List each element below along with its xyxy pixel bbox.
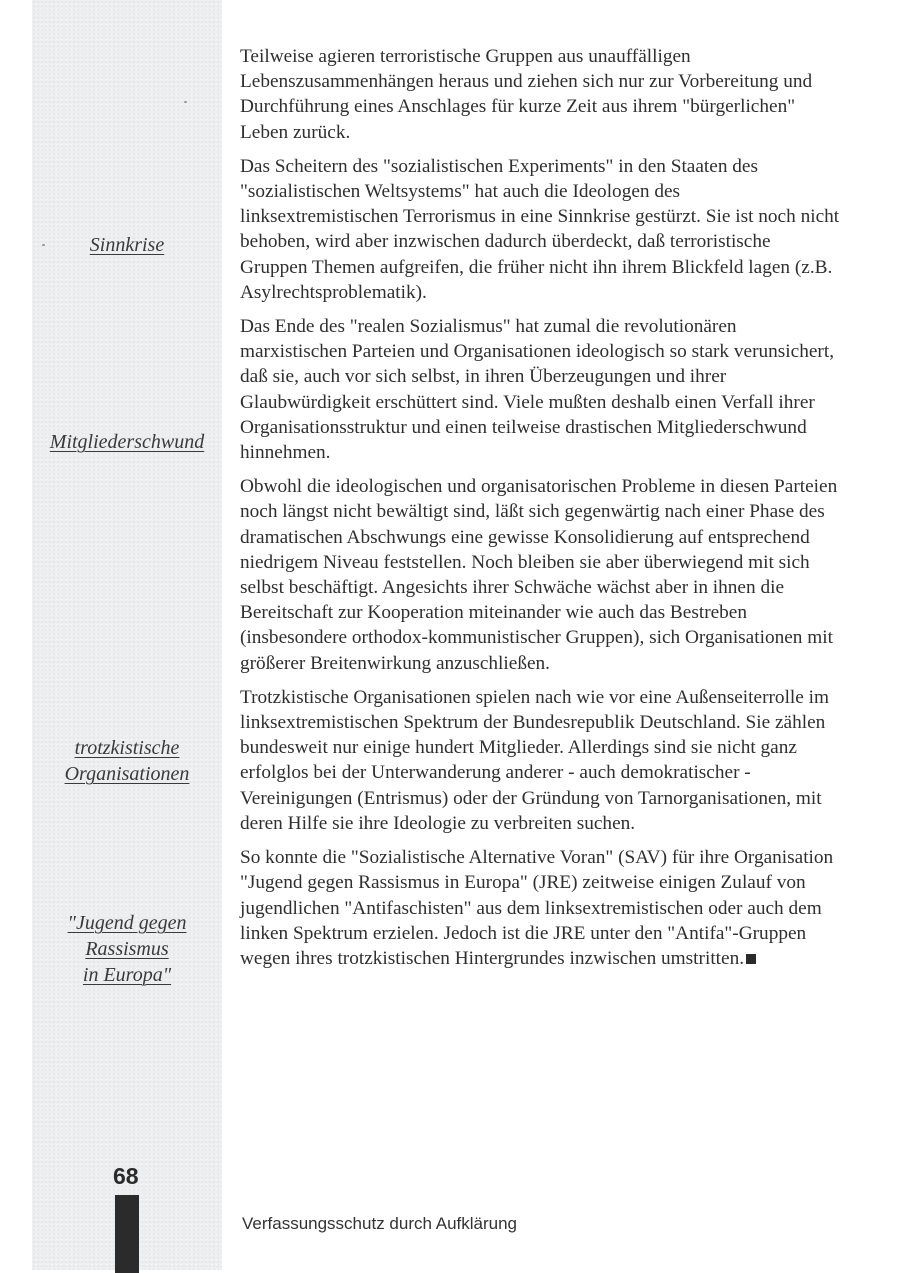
body-text [240,44,840,980]
paragraph: Das Scheitern des "sozialistischen Experiments" in den Staaten des "sozialistischen Weltsystems" hat auch die Ideologen des linksextremistischen Terrorismus in eine Sinnkrise gestürzt. Sie ist noch nicht behoben, wird aber inzwischen dadurch überdeckt, daß terroristische Gruppen Themen aufgreifen, die früher nicht ihn ihrem Blickfeld lagen (z.B. Asylrechtsproblematik). [240,155,840,303]
page-number: 68 [113,1163,139,1189]
scan-speck [184,101,187,103]
paragraph-text: So konnte die "Sozialistische Alternative Voran" (SAV) für ihre Organisation "Jugend gegen Rassismus in Europa" (JRE) zeitweise einigen Zulauf von jugendlichen "Antifaschisten" aus dem linksextremistischen oder auch dem linken Spektrum erzielen. Jedoch ist die JRE unter den "Antifa"-Gruppen wegen ihres trotzkistischen Hintergrundes inzwischen umstritten. [240,847,834,969]
page-marker-bar [115,1195,139,1273]
margin-note-trotzkistische-organisationen: trotzkistische Organisationen [64,737,190,785]
end-square-icon [746,954,756,964]
footer-title: Verfassungsschutz durch Aufklärung [242,1214,517,1233]
paragraph: Das Ende des "realen Sozialismus" hat zumal die revolutionären marxistischen Parteien und Organisationen ideologisch so stark verunsichert, daß sie, auch vor sich selbst, in ihren Überzeugungen und ihrer Glaubwürdigkeit erschüttert sind. Viele mußten deshalb einen Verfall ihrer Organisationsstruktur und einen teilweise drastischen Mitgliederschwund hinnehmen. [240,316,835,464]
margin-sidebar [32,0,222,1270]
paragraph: Teilweise agieren terroristische Gruppen aus unauffälligen Lebenszusammenhängen heraus und ziehen sich nur zur Vorbereitung und Durchführung eines Anschlages für kurze Zeit aus ihrem "bürgerlichen" Leben zurück. [240,46,813,143]
margin-note-mitgliederschwund: Mitgliederschwund [49,431,205,453]
margin-note-jugend-gegen-rassismus: "Jugend gegen Rassismus in Europa" [67,912,187,986]
paragraph: Trotzkistische Organisationen spielen nach wie vor eine Außenseiterrolle im linksextremistischen Spektrum der Bundesrepublik Deutschland. Sie zählen bundesweit nur einige hundert Mitglieder. Allerdings sind sie nicht ganz erfolglos bei der Unterwanderung anderer - auch demokratischer - Vereinigungen (Entrismus) oder der Gründung von Tarnorganisationen, mit deren Hilfe sie ihre Ideologie zu verbreiten suchen. [240,686,830,834]
margin-note-sinnkrise: Sinnkrise [89,234,165,256]
paragraph: Obwohl die ideologischen und organisatorischen Probleme in diesen Parteien noch längst nicht bewältigt sind, läßt sich gegenwärtig nach einer Phase des dramatischen Abschwungs eine gewisse Konsolidierung auf entsprechend niedrigem Niveau feststellen. Noch bleiben sie aber überwiegend mit sich selbst beschäftigt. Angesichts ihrer Schwäche wächst aber in ihnen die Bereitschaft zur Kooperation miteinander wie auch das Bestreben (insbesondere orthodox-kommunistischer Gruppen), sich Organisationen mit größerer Breitenwirkung anzuschließen. [240,476,838,674]
paragraph-last [240,845,840,971]
